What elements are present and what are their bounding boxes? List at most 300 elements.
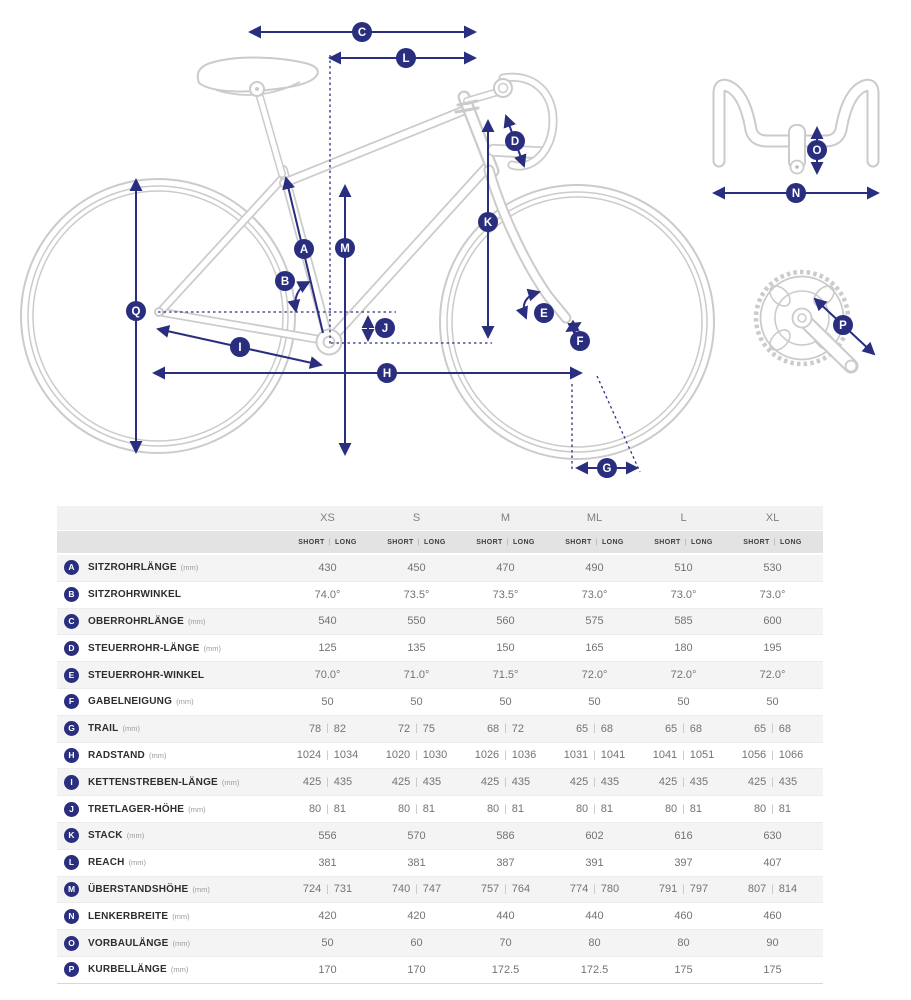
value-cell (461, 823, 550, 849)
value-cell (372, 796, 461, 822)
row-label: ÜBERSTANDSHÖHE (88, 883, 189, 895)
value-cell (728, 957, 817, 983)
value-short: 1041 (652, 749, 678, 762)
value-short: 1031 (563, 749, 589, 762)
value-short: 72 (397, 722, 411, 735)
value-cell (283, 957, 372, 983)
value-cell (550, 903, 639, 929)
value-cell (461, 609, 550, 635)
fit-column-header (639, 531, 728, 553)
value-short: 425 (569, 776, 589, 789)
value-cell (639, 555, 728, 581)
value: 470 (496, 561, 515, 574)
value-cell (372, 555, 461, 581)
value-separator: | (593, 749, 596, 761)
svg-text:J: J (381, 323, 389, 335)
marker-badge-b (275, 271, 295, 291)
value-separator: | (593, 723, 596, 735)
value-cell (461, 582, 550, 608)
value-long: 1051 (689, 749, 715, 762)
value: 50 (321, 937, 334, 950)
marker-badge-o (807, 140, 827, 160)
table-row (57, 555, 823, 582)
row-unit: (mm) (122, 724, 140, 734)
value: 540 (318, 615, 337, 628)
value-cell (550, 582, 639, 608)
value: 530 (763, 561, 782, 574)
row-letter-badge: I (64, 775, 79, 790)
row-label-cell (57, 903, 283, 929)
table-row (57, 903, 823, 930)
value: 175 (763, 963, 782, 976)
value-cell (461, 769, 550, 795)
value-short: 80 (308, 803, 322, 816)
value-cell (639, 823, 728, 849)
value-cell (283, 796, 372, 822)
row-label: OBERROHRLÄNGE (88, 615, 184, 627)
value: 72.0° (759, 669, 786, 682)
value-long: 435 (511, 776, 531, 789)
fit-label: LONG (601, 538, 624, 546)
header-spacer (57, 531, 283, 553)
value-short: 774 (569, 883, 589, 896)
value-cell (639, 769, 728, 795)
value: 616 (674, 829, 693, 842)
value-short: 65 (575, 722, 589, 735)
value-short: 425 (302, 776, 322, 789)
row-label-cell (57, 930, 283, 956)
row-letter-badge: K (64, 828, 79, 843)
value: 560 (496, 615, 515, 628)
value-cell (728, 555, 817, 581)
value-cell (728, 743, 817, 769)
saddle (198, 58, 318, 96)
row-label: SITZROHRWINKEL (88, 589, 182, 601)
row-label-cell (57, 769, 283, 795)
value: 407 (763, 856, 782, 869)
row-label-cell (57, 743, 283, 769)
value-cell (372, 930, 461, 956)
size-column-header: XS (320, 512, 335, 524)
value-cell (283, 689, 372, 715)
value-cell (550, 769, 639, 795)
value-short: 1020 (385, 749, 411, 762)
row-unit: (mm) (188, 804, 206, 814)
row-letter-badge: H (64, 748, 79, 763)
value-cell (639, 957, 728, 983)
value-short: 740 (391, 883, 411, 896)
value-separator: | (415, 723, 418, 735)
value: 73.5° (403, 588, 430, 601)
svg-text:A: A (299, 244, 309, 256)
row-label-cell (57, 716, 283, 742)
svg-text:I: I (238, 342, 242, 354)
value-short: 80 (753, 803, 767, 816)
value-separator: | (326, 723, 329, 735)
bike-side-view (21, 58, 873, 459)
fit-label: LONG (512, 538, 535, 546)
value-long: 68 (689, 722, 703, 735)
fit-label: LONG (423, 538, 446, 546)
fit-label: SHORT (387, 538, 414, 546)
value: 397 (674, 856, 693, 869)
value-short: 757 (480, 883, 500, 896)
value-long: 81 (689, 803, 703, 816)
value-cell (283, 850, 372, 876)
value: 430 (318, 561, 337, 574)
value: 70.0° (314, 669, 341, 682)
value-long: 68 (600, 722, 614, 735)
value-cell (550, 957, 639, 983)
row-label: GABELNEIGUNG (88, 696, 173, 708)
value: 180 (674, 642, 693, 655)
value-short: 68 (486, 722, 500, 735)
row-unit: (mm) (172, 911, 190, 921)
svg-text:L: L (402, 53, 410, 65)
value: 391 (585, 856, 604, 869)
fit-label: LONG (779, 538, 802, 546)
value-cell (372, 877, 461, 903)
value-cell (639, 877, 728, 903)
value: 50 (410, 695, 423, 708)
svg-text:M: M (340, 243, 350, 255)
value-cell (461, 796, 550, 822)
value-separator: | (504, 723, 507, 735)
marker-badge-h (377, 363, 397, 383)
value-cell (550, 662, 639, 688)
value-separator: | (771, 803, 774, 815)
value-separator: | (326, 749, 329, 761)
row-label: LENKERBREITE (88, 910, 169, 922)
svg-text:G: G (602, 463, 612, 475)
value-cell (550, 743, 639, 769)
row-label: VORBAULÄNGE (88, 937, 169, 949)
table-row (57, 662, 823, 689)
marker-badge-l (396, 48, 416, 68)
value-cell (728, 609, 817, 635)
table-row (57, 769, 823, 796)
table-row (57, 635, 823, 662)
value-cell (372, 823, 461, 849)
value: 440 (585, 910, 604, 923)
value-cell (639, 743, 728, 769)
marker-badge-a (294, 239, 314, 259)
row-label: STEUERROHR-LÄNGE (88, 642, 200, 654)
table-row (57, 743, 823, 770)
value-separator: | (682, 883, 685, 895)
geometry-table (57, 506, 823, 984)
value: 440 (496, 910, 515, 923)
row-label: SITZROHRLÄNGE (88, 562, 177, 574)
marker-badge-k (478, 212, 498, 232)
marker-badge-j (375, 318, 395, 338)
svg-text:F: F (576, 336, 584, 348)
value: 73.0° (670, 588, 697, 601)
value: 550 (407, 615, 426, 628)
value: 586 (496, 829, 515, 842)
value: 450 (407, 561, 426, 574)
fit-label: LONG (690, 538, 713, 546)
value-cell (550, 930, 639, 956)
bottom-bracket (317, 330, 342, 355)
value-separator: | (326, 776, 329, 788)
value-long: 1034 (333, 749, 359, 762)
value-cell (461, 903, 550, 929)
value-separator: | (415, 749, 418, 761)
size-column-header: L (680, 512, 687, 524)
value-short: 1056 (741, 749, 767, 762)
value-cell (728, 877, 817, 903)
value-cell (728, 850, 817, 876)
value-cell (550, 796, 639, 822)
marker-badge-n (786, 183, 806, 203)
value-short: 80 (486, 803, 500, 816)
svg-text:C: C (357, 27, 367, 39)
value: 175 (674, 963, 693, 976)
value: 556 (318, 829, 337, 842)
row-letter-badge: G (64, 721, 79, 736)
value: 90 (766, 937, 779, 950)
value-cell (728, 903, 817, 929)
value-short: 65 (753, 722, 767, 735)
value-long: 435 (422, 776, 442, 789)
value: 381 (407, 856, 426, 869)
value: 172.5 (491, 963, 520, 976)
value-long: 68 (778, 722, 792, 735)
value-cell (372, 716, 461, 742)
value-short: 425 (658, 776, 678, 789)
value-long: 82 (333, 722, 347, 735)
value-short: 80 (664, 803, 678, 816)
row-unit: (mm) (203, 643, 222, 653)
value-short: 80 (397, 803, 411, 816)
value-cell (728, 930, 817, 956)
table-row (57, 877, 823, 904)
value-cell (639, 689, 728, 715)
value-cell (550, 850, 639, 876)
marker-badge-f (570, 331, 590, 351)
marker-badge-p (833, 315, 853, 335)
row-label-cell (57, 689, 283, 715)
value: 585 (674, 615, 693, 628)
value: 510 (674, 561, 693, 574)
value-long: 435 (333, 776, 353, 789)
row-unit: (mm) (176, 697, 194, 707)
row-label: TRETLAGER-HÖHE (88, 803, 185, 815)
handlebar-front-view (719, 85, 873, 173)
value: 50 (677, 695, 690, 708)
value-cell (372, 769, 461, 795)
frame (155, 91, 566, 341)
value-cell (461, 635, 550, 661)
value-separator: | (593, 803, 596, 815)
row-label-cell (57, 582, 283, 608)
value-cell (639, 796, 728, 822)
row-letter-badge: L (64, 855, 79, 870)
size-column-header: M (500, 512, 511, 524)
row-unit: (mm) (128, 858, 147, 868)
row-letter-badge: D (64, 641, 79, 656)
value-cell (372, 609, 461, 635)
value-long: 780 (600, 883, 620, 896)
row-unit: (mm) (192, 884, 210, 894)
value: 73.5° (492, 588, 519, 601)
fit-separator: | (684, 538, 687, 546)
svg-text:K: K (483, 217, 493, 229)
value: 80 (677, 937, 690, 950)
value: 170 (318, 963, 337, 976)
row-unit: (mm) (170, 965, 189, 975)
value-separator: | (504, 803, 507, 815)
fit-separator: | (328, 538, 331, 546)
value-long: 72 (511, 722, 525, 735)
value-cell (550, 689, 639, 715)
row-letter-badge: B (64, 587, 79, 602)
value: 80 (588, 937, 601, 950)
value-cell (283, 582, 372, 608)
value-separator: | (326, 803, 329, 815)
fit-column-header (728, 531, 817, 553)
value-separator: | (593, 776, 596, 788)
row-label-cell (57, 823, 283, 849)
table-row (57, 796, 823, 823)
value-cell (550, 823, 639, 849)
value-cell (550, 555, 639, 581)
value-cell (461, 716, 550, 742)
value: 70 (499, 937, 512, 950)
svg-text:N: N (791, 188, 801, 200)
size-column-header: ML (586, 512, 603, 524)
value-short: 425 (391, 776, 411, 789)
value-cell (550, 635, 639, 661)
svg-text:Q: Q (131, 306, 141, 318)
value-cell (461, 689, 550, 715)
value-short: 807 (747, 883, 767, 896)
fit-column-header (283, 531, 372, 553)
row-label: TRAIL (88, 723, 119, 735)
row-label: KURBELLÄNGE (88, 964, 167, 976)
value-cell (372, 582, 461, 608)
value: 170 (407, 963, 426, 976)
value-cell (728, 796, 817, 822)
value-separator: | (504, 749, 507, 761)
row-label-cell (57, 635, 283, 661)
svg-text:E: E (540, 308, 548, 320)
value-cell (461, 877, 550, 903)
value-cell (639, 716, 728, 742)
value-short: 425 (747, 776, 767, 789)
value-cell (461, 743, 550, 769)
value-cell (639, 903, 728, 929)
value-cell (728, 635, 817, 661)
value: 172.5 (580, 963, 609, 976)
value-separator: | (682, 776, 685, 788)
row-letter-badge: E (64, 668, 79, 683)
value-long: 1041 (600, 749, 626, 762)
value-short: 791 (658, 883, 678, 896)
row-letter-badge: F (64, 694, 79, 709)
row-unit: (mm) (126, 831, 145, 841)
size-column-header: S (412, 512, 421, 524)
size-column-header: XL (765, 512, 780, 524)
value-long: 814 (778, 883, 798, 896)
value-separator: | (771, 883, 774, 895)
value-short: 80 (575, 803, 589, 816)
row-letter-badge: N (64, 909, 79, 924)
value-cell (283, 903, 372, 929)
value-short: 724 (302, 883, 322, 896)
value: 73.0° (581, 588, 608, 601)
value-cell (283, 823, 372, 849)
row-letter-badge: J (64, 802, 79, 817)
value-long: 81 (333, 803, 347, 816)
value-long: 1036 (511, 749, 537, 762)
row-label-cell (57, 555, 283, 581)
row-label-cell (57, 877, 283, 903)
value: 50 (499, 695, 512, 708)
value-cell (372, 850, 461, 876)
value-long: 435 (689, 776, 709, 789)
value-cell (283, 769, 372, 795)
value-cell (728, 823, 817, 849)
table-row (57, 823, 823, 850)
value-cell (372, 743, 461, 769)
value: 460 (763, 910, 782, 923)
row-label: RADSTAND (88, 749, 145, 761)
value-cell (283, 662, 372, 688)
value-cell (728, 582, 817, 608)
value: 71.5° (492, 669, 519, 682)
value-short: 425 (480, 776, 500, 789)
row-letter-badge: C (64, 614, 79, 629)
value-cell (283, 609, 372, 635)
value-separator: | (415, 883, 418, 895)
value-cell (283, 877, 372, 903)
value-cell (372, 662, 461, 688)
value-cell (283, 930, 372, 956)
row-label: KETTENSTREBEN-LÄNGE (88, 776, 218, 788)
fit-label: SHORT (298, 538, 325, 546)
value-long: 81 (778, 803, 792, 816)
value-cell (728, 689, 817, 715)
value: 420 (318, 910, 337, 923)
fit-column-header (461, 531, 550, 553)
row-label: STACK (88, 830, 123, 842)
fit-separator: | (595, 538, 598, 546)
fit-label: SHORT (654, 538, 681, 546)
value-separator: | (682, 749, 685, 761)
value-separator: | (415, 803, 418, 815)
marker-badge-d (505, 131, 525, 151)
row-letter-badge: P (64, 962, 79, 977)
header-spacer (57, 506, 283, 530)
table-row (57, 609, 823, 636)
value-cell (461, 930, 550, 956)
value-cell (550, 716, 639, 742)
row-letter-badge: M (64, 882, 79, 897)
value-cell (283, 635, 372, 661)
value-separator: | (771, 723, 774, 735)
value: 570 (407, 829, 426, 842)
value-cell (728, 662, 817, 688)
marker-badge-m (335, 238, 355, 258)
value-long: 747 (422, 883, 442, 896)
value-short: 1024 (296, 749, 322, 762)
marker-badge-i (230, 337, 250, 357)
value: 575 (585, 615, 604, 628)
value-separator: | (593, 883, 596, 895)
value-cell (550, 609, 639, 635)
